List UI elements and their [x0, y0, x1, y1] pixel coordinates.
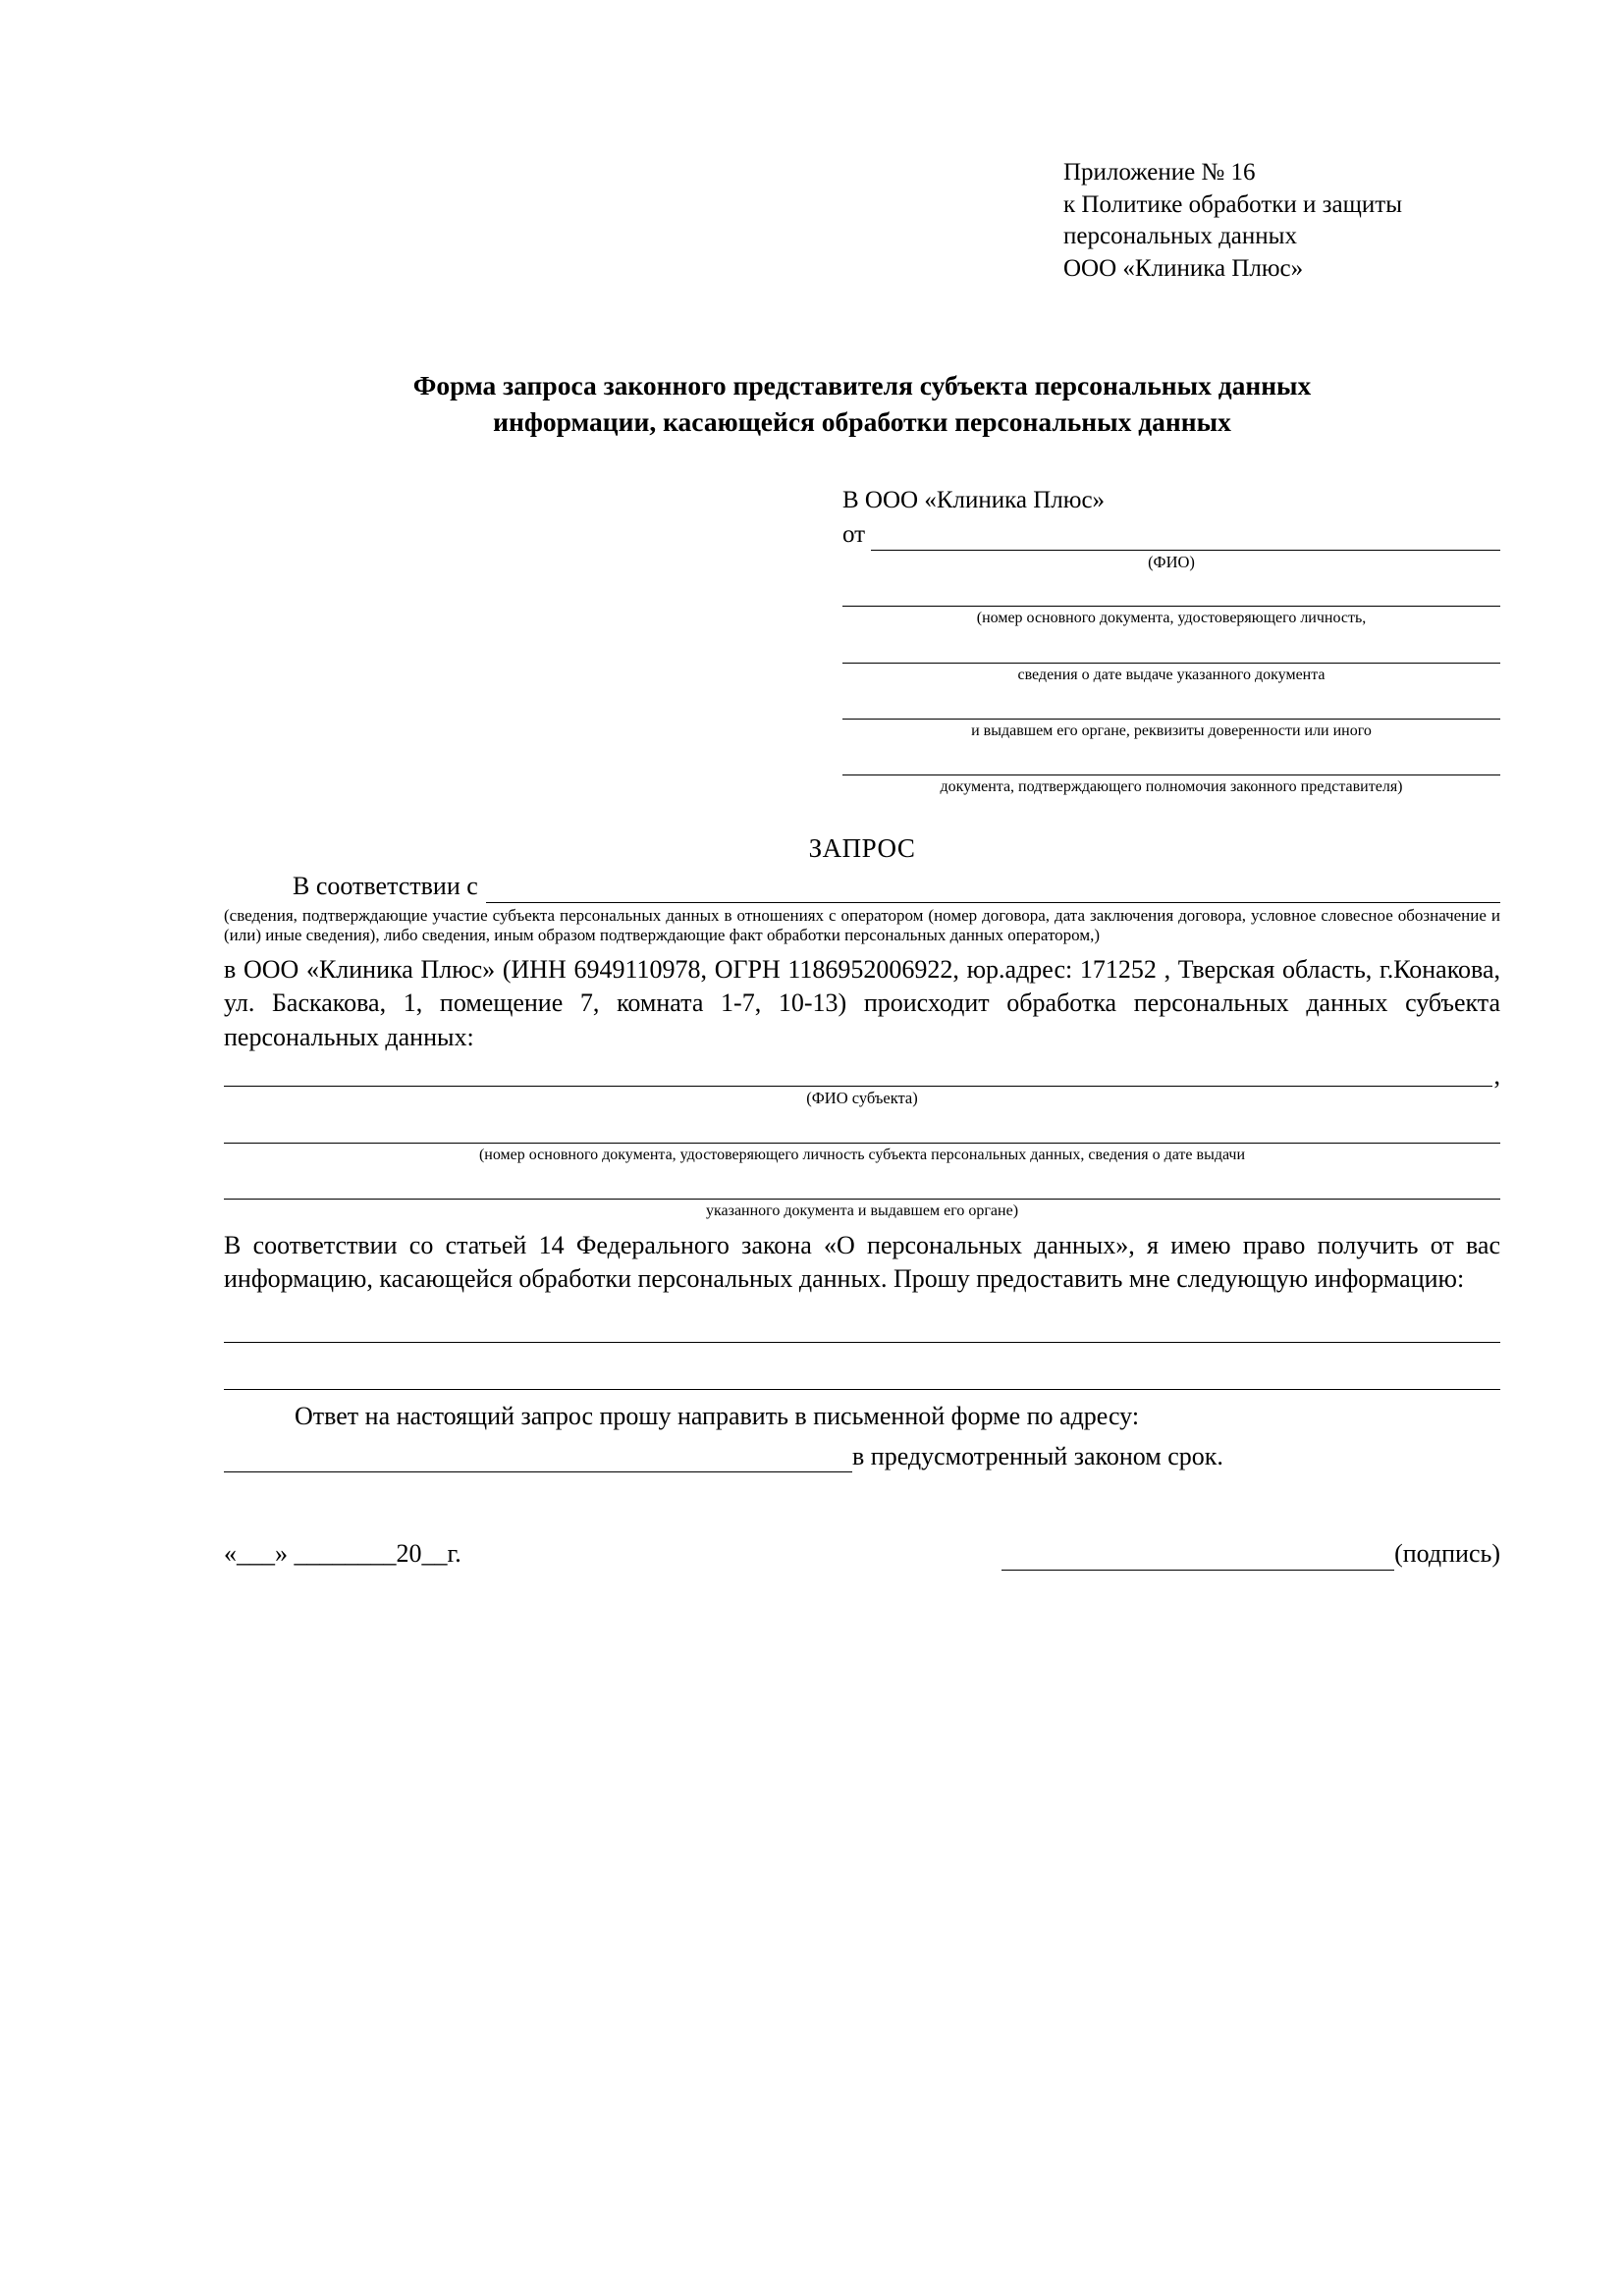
- addressee-fio-caption: (ФИО): [1148, 552, 1195, 571]
- subject-doc-field[interactable]: [224, 1122, 1500, 1144]
- subject-doc-caption-2: указанного документа и выдавшем его органе): [705, 1202, 1019, 1220]
- basis-note: (сведения, подтверждающие участие субъекта персональных данных в отношениях с оператором (номер договора, дата заключения договора, условное словесное обозначение и (или) иные сведения), либо сведения, иным образом подтверждающие факт обработки персональных данных оператором,): [224, 905, 1500, 945]
- signature-label: (подпись): [1394, 1539, 1500, 1569]
- operator-paragraph: в ООО «Клиника Плюс» (ИНН 6949110978, ОГРН 1186952006922, юр.адрес: 171252 , Тверская область, г.Конакова, ул. Баскакова, 1, помещение 7, комната 1-7, 10-13) происходит обработка персональных данных субъекта персональных данных:: [224, 955, 1500, 1051]
- addressee-to: В ООО «Клиника Плюс»: [842, 487, 1106, 514]
- page-title-line1: Форма запроса законного представителя субъекта персональных данных: [412, 370, 1312, 400]
- subject-doc-caption: (номер основного документа, удостоверяющего личность субъекта персональных данных, сведения о дате выдачи: [478, 1147, 1246, 1164]
- law-paragraph: В соответствии со статьей 14 Федерального закона «О персональных данных», я имею право получить от вас информацию, касающейся обработки персональных данных. Прошу предоставить мне следующую информацию:: [224, 1230, 1500, 1293]
- addressee-doc-authority-row: [842, 754, 1500, 775]
- subject-doc-field-2[interactable]: [224, 1178, 1500, 1200]
- date-field[interactable]: «___» ________20__г.: [224, 1539, 461, 1569]
- addressee-doc-number-row: [842, 585, 1500, 607]
- addressee-block: [842, 485, 1500, 796]
- subject-fio-row: [224, 1061, 1500, 1090]
- answer-address-row: [224, 1440, 1500, 1473]
- subject-fio-comma: ,: [1493, 1061, 1500, 1090]
- addressee-doc-date-field[interactable]: [842, 642, 1500, 664]
- requested-info-area: [224, 1321, 1500, 1390]
- appendix-number: Приложение № 16: [1063, 159, 1256, 186]
- appendix-company: ООО «Клиника Плюс»: [1063, 254, 1304, 282]
- signature-field[interactable]: [1001, 1546, 1394, 1571]
- page-title-line2: информации, касающейся обработки персональных данных: [493, 405, 1231, 437]
- addressee-fio-field[interactable]: [871, 529, 1500, 551]
- document-content: [224, 157, 1500, 1571]
- addressee-doc-authority-field[interactable]: [842, 754, 1500, 775]
- requested-info-line-1[interactable]: [224, 1321, 1500, 1343]
- request-body: [224, 870, 1500, 1571]
- requested-info-line-2[interactable]: [224, 1368, 1500, 1390]
- addressee-doc-number-field[interactable]: [842, 585, 1500, 607]
- basis-field[interactable]: [486, 881, 1500, 903]
- addressee-doc-date-row: [842, 642, 1500, 664]
- addressee-doc-issuer-field[interactable]: [842, 698, 1500, 720]
- subject-fio-caption: (ФИО субъекта): [806, 1089, 918, 1108]
- addressee-doc-issuer-row: [842, 698, 1500, 720]
- answer-paragraph: Ответ на настоящий запрос прошу направить в письменной форме по адресу:: [295, 1402, 1140, 1431]
- basis-row: [224, 870, 1500, 903]
- basis-label: В соответствии с: [293, 872, 478, 901]
- addressee-from-row: [842, 519, 1500, 550]
- addressee-from-label: от: [842, 521, 866, 549]
- page-title: [224, 368, 1500, 440]
- signature-row: [224, 1537, 1500, 1571]
- subject-doc-row: [224, 1122, 1500, 1144]
- addressee-doc-issuer-caption: и выдавшем его органе, реквизиты доверенности или иного: [971, 721, 1372, 739]
- appendix-policy-line1: к Политике обработки и защиты: [1063, 190, 1403, 218]
- addressee-doc-number-caption: (номер основного документа, удостоверяющего личность,: [976, 610, 1367, 627]
- addressee-doc-authority-caption: документа, подтверждающего полномочия законного представителя): [940, 777, 1403, 795]
- appendix-policy-line2: персональных данных: [1063, 223, 1297, 249]
- appendix-header: [1063, 157, 1500, 285]
- subject-fio-field[interactable]: [224, 1064, 1492, 1087]
- signature-block: [1001, 1537, 1500, 1571]
- request-heading: ЗАПРОС: [808, 833, 916, 864]
- answer-address-field[interactable]: [224, 1448, 852, 1472]
- addressee-doc-date-caption: сведения о дате выдаче указанного документа: [1017, 666, 1326, 683]
- answer-tail-text: в предусмотренный законом срок.: [852, 1441, 1223, 1470]
- subject-doc-row-2: [224, 1178, 1500, 1200]
